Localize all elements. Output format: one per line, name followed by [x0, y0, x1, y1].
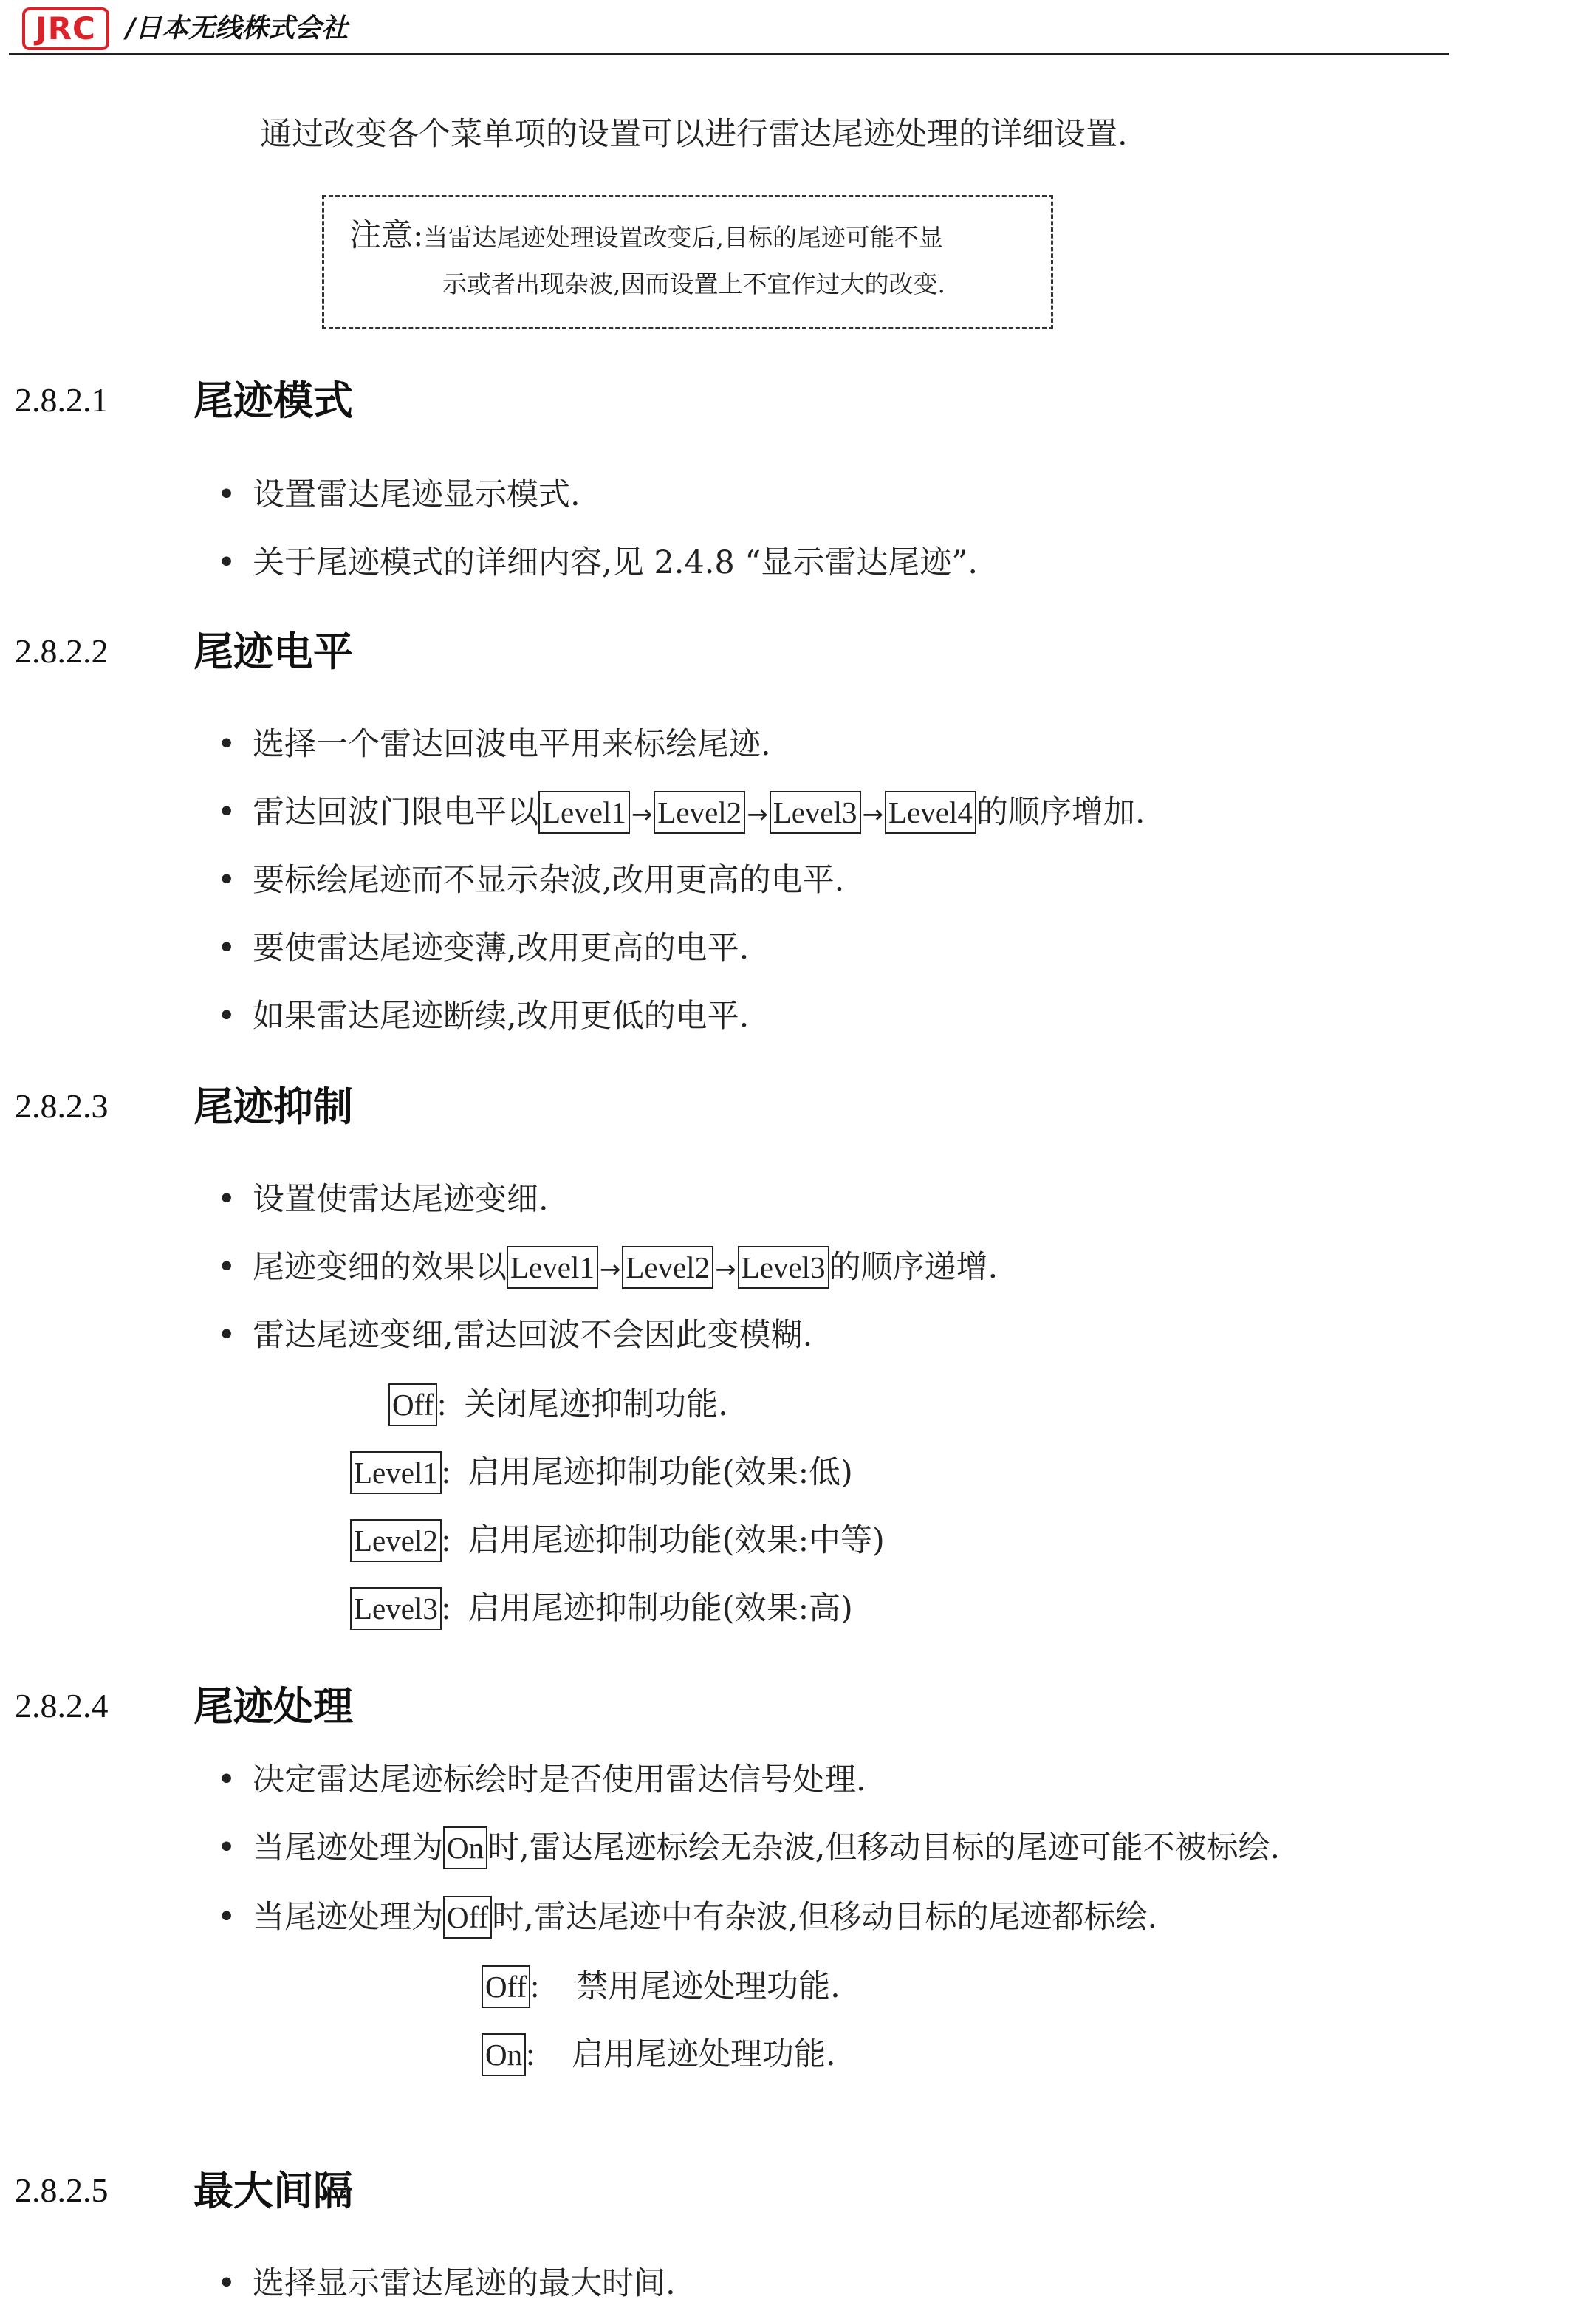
- option-desc: 启用尾迹抑制功能(效果:高): [468, 1590, 853, 1627]
- option-key: Level3: [350, 1587, 442, 1630]
- key-label: Level3: [738, 1246, 829, 1289]
- arrow-right-icon: →: [747, 800, 768, 829]
- jrc-logo: JRC: [22, 7, 109, 50]
- note-label: 注意:: [349, 217, 424, 254]
- key-sequence: [253, 1826, 1280, 1870]
- option-key: Off: [482, 1965, 530, 2008]
- option-row: On : 启用尾迹处理功能.: [482, 2032, 836, 2078]
- option-desc: 关闭尾迹抑制功能.: [464, 1386, 728, 1423]
- section-title: 尾迹抑制: [193, 1083, 353, 1130]
- option-key: Off: [388, 1383, 437, 1426]
- section-number: 2.8.2.4: [15, 1687, 109, 1725]
- note-line-2: 示或者出现杂波,因而设置上不宜作过大的改变.: [442, 270, 945, 298]
- note-text-1: 当雷达尾迹处理设置改变后,目标的尾迹可能不显: [423, 223, 943, 252]
- section-title: 尾迹电平: [193, 628, 353, 675]
- option-desc: 启用尾迹抑制功能(效果:中等): [468, 1522, 885, 1559]
- arrow-right-icon: →: [631, 800, 653, 829]
- option-key: On: [482, 2033, 526, 2076]
- option-key: Level1: [350, 1451, 442, 1494]
- key-label: Level3: [770, 791, 861, 834]
- arrow-right-icon: →: [599, 1255, 621, 1284]
- section-number: 2.8.2.3: [15, 1087, 109, 1125]
- sequence-suffix: 时,雷达尾迹标绘无杂波,但移动目标的尾迹可能不被标绘.: [487, 1829, 1281, 1866]
- key-label: Level2: [654, 791, 745, 834]
- option-desc: 启用尾迹处理功能.: [572, 2036, 836, 2073]
- option-row: Level3 : 启用尾迹抑制功能(效果:高): [350, 1586, 853, 1631]
- key-label: Off: [443, 1896, 492, 1939]
- option-row: Off : 禁用尾迹处理功能.: [482, 1965, 840, 2010]
- header-divider: [9, 53, 1449, 55]
- section-title: 最大间隔: [193, 2167, 353, 2214]
- option-desc: 启用尾迹抑制功能(效果:低): [468, 1454, 853, 1491]
- sequence-suffix: 的顺序增加.: [976, 794, 1145, 831]
- section-number: 2.8.2.2: [15, 632, 109, 670]
- option-row: Off : 关闭尾迹抑制功能.: [388, 1383, 728, 1428]
- key-label: Level1: [507, 1246, 598, 1289]
- intro-paragraph: 通过改变各个菜单项的设置可以进行雷达尾迹处理的详细设置.: [260, 116, 1128, 153]
- option-row: Level2 : 启用尾迹抑制功能(效果:中等): [350, 1518, 885, 1564]
- key-label: Level1: [538, 791, 630, 834]
- section-number: 2.8.2.1: [15, 381, 109, 419]
- key-sequence: [253, 1895, 1157, 1939]
- note-line-1: [349, 213, 943, 264]
- key-label: On: [443, 1826, 487, 1869]
- option-row: Level1 : 启用尾迹抑制功能(效果:低): [350, 1451, 853, 1496]
- section-title: 尾迹处理: [193, 1682, 353, 1730]
- page-header: [22, 4, 1452, 55]
- sequence-prefix: 当尾迹处理为: [253, 1829, 443, 1866]
- key-sequence: [253, 790, 1145, 837]
- option-desc: 禁用尾迹处理功能.: [576, 1968, 840, 2005]
- key-label: Level2: [622, 1246, 713, 1289]
- sequence-prefix: 尾迹变细的效果以: [253, 1249, 507, 1286]
- section-title: 尾迹模式: [193, 377, 353, 424]
- key-label: Level4: [885, 791, 976, 834]
- company-name: /日本无线株式会社: [126, 13, 349, 44]
- arrow-right-icon: →: [862, 800, 884, 829]
- sequence-suffix: 时,雷达尾迹中有杂波,但移动目标的尾迹都标绘.: [492, 1899, 1158, 1936]
- option-key: Level2: [350, 1519, 442, 1562]
- sequence-prefix: 雷达回波门限电平以: [253, 794, 538, 831]
- section-number: 2.8.2.5: [15, 2171, 109, 2209]
- sequence-prefix: 当尾迹处理为: [253, 1899, 443, 1936]
- arrow-right-icon: →: [715, 1255, 736, 1284]
- note-box: [322, 195, 1053, 329]
- key-sequence: [253, 1245, 998, 1292]
- sequence-suffix: 的顺序递增.: [829, 1249, 999, 1286]
